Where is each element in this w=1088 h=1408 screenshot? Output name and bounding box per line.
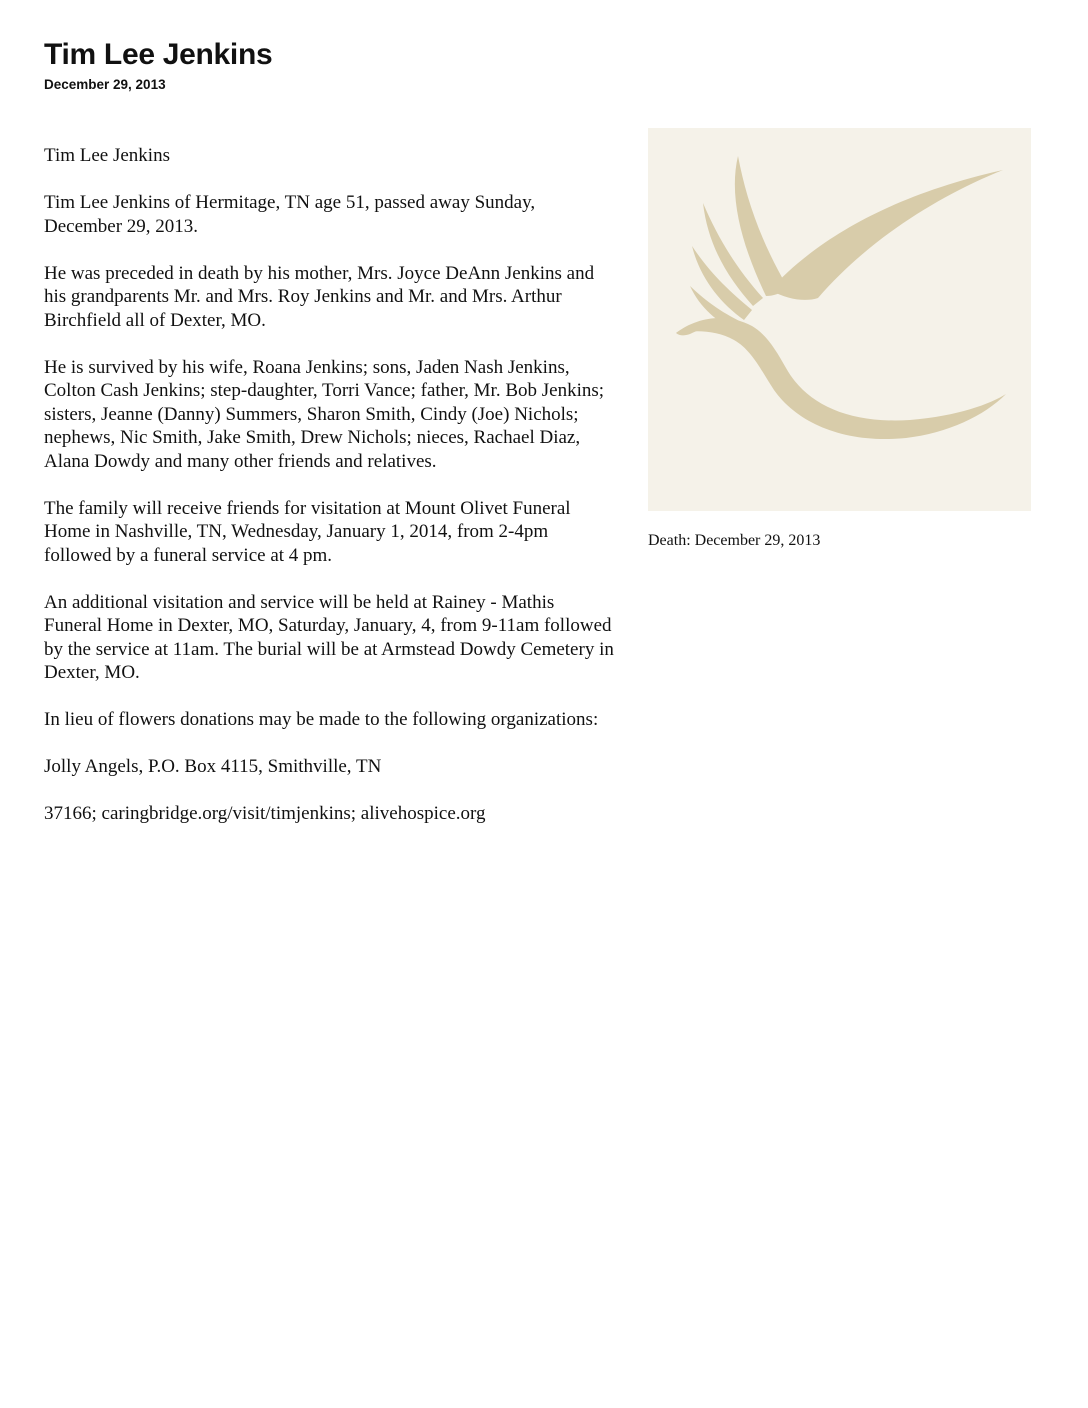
publish-date: December 29, 2013 (44, 77, 166, 92)
obituary-paragraph: He was preceded in death by his mother, Mrs. Joyce DeAnn Jenkins and his grandparents Mr. and Mrs. Roy Jenkins and Mr. and Mrs. Arthur Birchfield all of Dexter, MO. (44, 262, 595, 331)
obituary-body (44, 144, 614, 849)
dove-icon (648, 128, 1031, 511)
obituary-image (648, 128, 1031, 511)
obituary-paragraph: Jolly Angels, P.O. Box 4115, Smithville, TN (44, 756, 382, 777)
obituary-paragraph: 37166; caringbridge.org/visit/timjenkins; alivehospice.org (44, 803, 486, 824)
obituary-paragraph: In lieu of flowers donations may be made to the following organizations: (44, 709, 599, 730)
obituary-header (44, 36, 272, 94)
obituary-paragraph: He is survived by his wife, Roana Jenkins; sons, Jaden Nash Jenkins, Colton Cash Jenkins; step-daughter, Torri Vance; father, Mr. Bob Jenkins; sisters, Jeanne (Danny) Summers, Sharon Smith, Cindy (Joe) Nichols; nephews, Nic Smith, Jake Smith, Drew Nichols; nieces, Rachael Diaz, Alana Dowdy and many other friends and relatives. (44, 356, 605, 472)
obituary-paragraph: An additional visitation and service will be held at Rainey - Mathis Funeral Home in Dexter, MO, Saturday, January, 4, from 9-11am followed by the service at 11am. The burial will be at Armstead Dowdy Cemetery in Dexter, MO. (44, 591, 614, 683)
death-date-caption: Death: December 29, 2013 (648, 532, 821, 549)
obituary-paragraph: Tim Lee Jenkins (44, 145, 170, 166)
obituary-paragraph: The family will receive friends for visitation at Mount Olivet Funeral Home in Nashville, TN, Wednesday, January 1, 2014, from 2-4pm followed by a funeral service at 4 pm. (44, 497, 571, 566)
obituary-paragraph: Tim Lee Jenkins of Hermitage, TN age 51, passed away Sunday, December 29, 2013. (44, 192, 536, 237)
page-title: Tim Lee Jenkins (44, 38, 273, 71)
